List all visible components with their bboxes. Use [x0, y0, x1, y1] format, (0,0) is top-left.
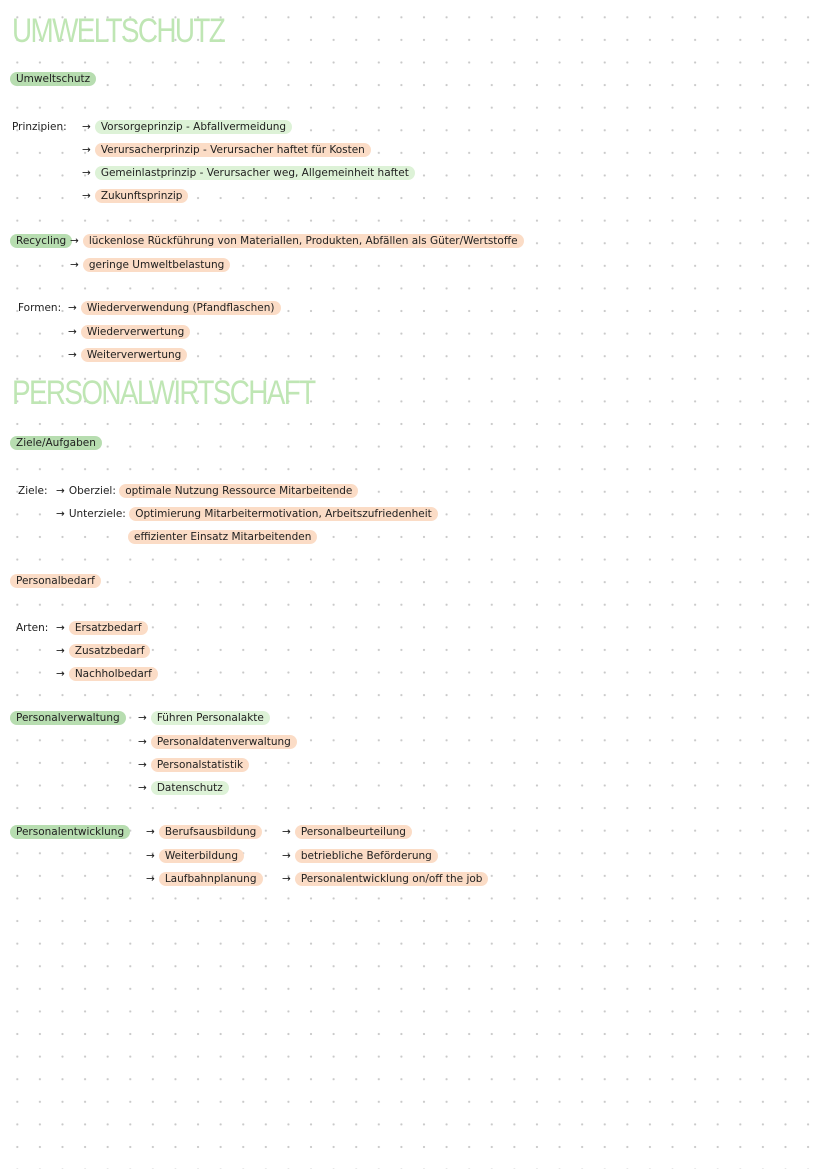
verwaltung-item: → Personaldatenverwaltung: [138, 733, 297, 751]
entwicklung-left-item: → Laufbahnplanung: [146, 870, 263, 888]
label-personalentwicklung: Personalentwicklung: [10, 823, 130, 841]
prinzip-item: → Zukunftsprinzip: [82, 187, 188, 205]
entwicklung-left-item: → Weiterbildung: [146, 847, 244, 865]
label-prinzipien: Prinzipien:: [12, 121, 67, 133]
label-arten: Arten:: [16, 622, 49, 634]
formen-item: → Wiederverwendung (Pfandflaschen): [68, 299, 281, 317]
tag-umweltschutz: Umweltschutz: [10, 70, 96, 88]
section-title-personalwirtschaft: PERSONALWIRTSCHAFT: [12, 374, 315, 412]
tag-personalbedarf: Personalbedarf: [10, 572, 101, 590]
arten-item: → Ersatzbedarf: [56, 619, 148, 637]
arten-item: → Nachholbedarf: [56, 665, 158, 683]
verwaltung-item: → Personalstatistik: [138, 756, 249, 774]
entwicklung-right-item: → Personalentwicklung on/off the job: [282, 870, 488, 888]
unterziel-row-2: effizienter Einsatz Mitarbeitenden: [128, 528, 317, 546]
label-ziele: Ziele:: [18, 485, 48, 497]
entwicklung-left-item: → Berufsausbildung: [146, 823, 262, 841]
recycling-item: → geringe Umweltbelastung: [70, 256, 230, 274]
label-formen: Formen:: [18, 302, 62, 314]
entwicklung-right-item: → betriebliche Beförderung: [282, 847, 438, 865]
formen-item: → Weiterverwertung: [68, 346, 187, 364]
prinzip-item: → Vorsorgeprinzip - Abfallvermeidung: [82, 118, 292, 136]
oberziel-row: → Oberziel: optimale Nutzung Ressource Mitarbeitende: [56, 482, 358, 500]
verwaltung-item: → Führen Personalakte: [138, 709, 270, 727]
section-title-umweltschutz: UMWELTSCHUTZ: [12, 12, 225, 50]
entwicklung-right-item: → Personalbeurteilung: [282, 823, 412, 841]
label-recycling: Recycling: [10, 232, 72, 250]
prinzip-item: → Gemeinlastprinzip - Verursacher weg, Allgemeinheit haftet: [82, 164, 415, 182]
recycling-item: → lückenlose Rückführung von Materiallen, Produkten, Abfällen als Güter/Wertstoffe: [70, 232, 524, 250]
unterziel-row: → Unterziele: Optimierung Mitarbeitermotivation, Arbeitszufriedenheit: [56, 505, 438, 523]
label-personalverwaltung: Personalverwaltung: [10, 709, 126, 727]
formen-item: → Wiederverwertung: [68, 323, 190, 341]
arten-item: → Zusatzbedarf: [56, 642, 150, 660]
prinzip-item: → Verursacherprinzip - Verursacher haftet für Kosten: [82, 141, 371, 159]
tag-ziele-aufgaben: Ziele/Aufgaben: [10, 434, 102, 452]
verwaltung-item: → Datenschutz: [138, 779, 229, 797]
